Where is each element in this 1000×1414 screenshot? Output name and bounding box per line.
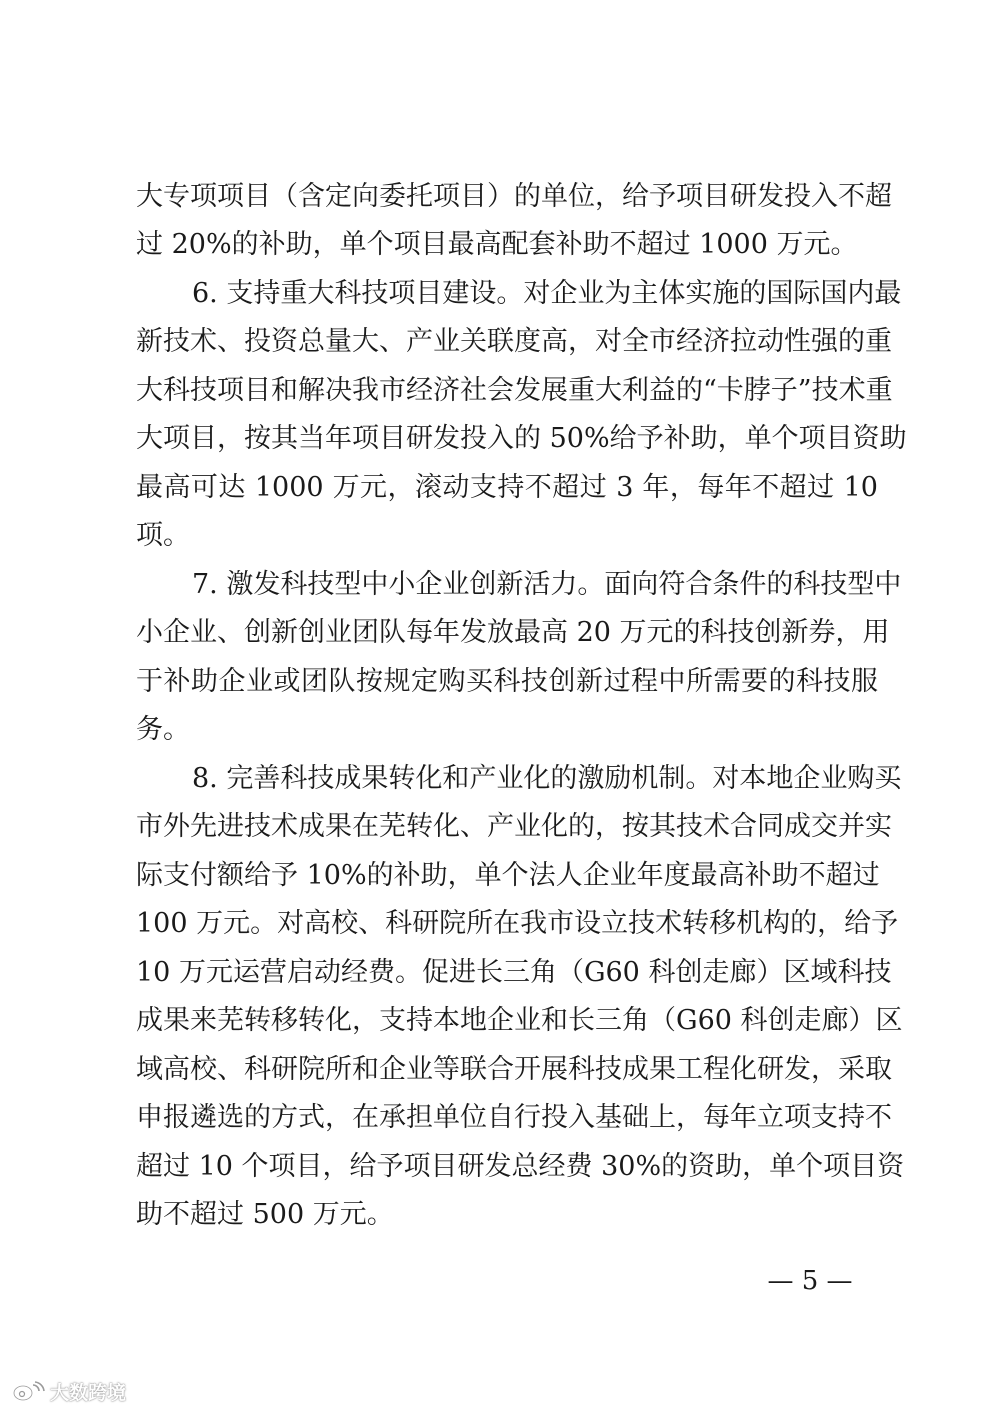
body-line: 际支付额给予 10%的补助，单个法人企业年度最高补助不超过: [136, 860, 880, 891]
body-line: 小企业、创新创业团队每年发放最高 20 万元的科技创新券，用: [136, 617, 890, 648]
body-line: 过 20%的补助，单个项目最高配套补助不超过 1000 万元。: [136, 229, 858, 260]
body-line: 新技术、投资总量大、产业关联度高，对全市经济拉动性强的重: [136, 326, 892, 357]
body-line: 项。: [136, 520, 190, 551]
page-number: — 5 —: [767, 1266, 853, 1296]
body-line: 市外先进技术成果在芜转化、产业化的，按其技术合同成交并实: [136, 811, 892, 842]
body-line: 10 万元运营启动经费。促进长三角（G60 科创走廊）区域科技: [136, 957, 892, 988]
watermark-text: 大数跨境: [50, 1381, 127, 1404]
weibo-logo-icon: [12, 1380, 46, 1402]
body-line: 务。: [136, 714, 190, 745]
watermark: [12, 1378, 126, 1404]
body-line: 大科技项目和解决我市经济社会发展重大利益的“卡脖子”技术重: [136, 375, 893, 406]
body-line: 域高校、科研院所和企业等联合开展科技成果工程化研发，采取: [136, 1054, 892, 1085]
body-line: 申报遴选的方式，在承担单位自行投入基础上，每年立项支持不: [136, 1102, 892, 1133]
body-line: 大专项项目（含定向委托项目）的单位，给予项目研发投入不超: [136, 181, 892, 212]
section-heading-line: 8. 完善科技成果转化和产业化的激励机制。对本地企业购买: [192, 763, 902, 794]
body-line: 100 万元。对高校、科研院所在我市设立技术转移机构的，给予: [136, 908, 899, 939]
body-line: 于补助企业或团队按规定购买科技创新过程中所需要的科技服: [136, 666, 878, 697]
body-line: 大项目，按其当年项目研发投入的 50%给予补助，单个项目资助: [136, 423, 907, 454]
body-line: 成果来芜转移转化，支持本地企业和长三角（G60 科创走廊）区: [136, 1005, 903, 1036]
body-line: 最高可达 1000 万元，滚动支持不超过 3 年，每年不超过 10: [136, 472, 878, 503]
body-line: 助不超过 500 万元。: [136, 1199, 394, 1230]
body-line: 超过 10 个项目，给予项目研发总经费 30%的资助，单个项目资: [136, 1151, 905, 1182]
section-heading-line: 6. 支持重大科技项目建设。对企业为主体实施的国际国内最: [192, 278, 902, 309]
section-heading-line: 7. 激发科技型中小企业创新活力。面向符合条件的科技型中: [192, 569, 902, 600]
